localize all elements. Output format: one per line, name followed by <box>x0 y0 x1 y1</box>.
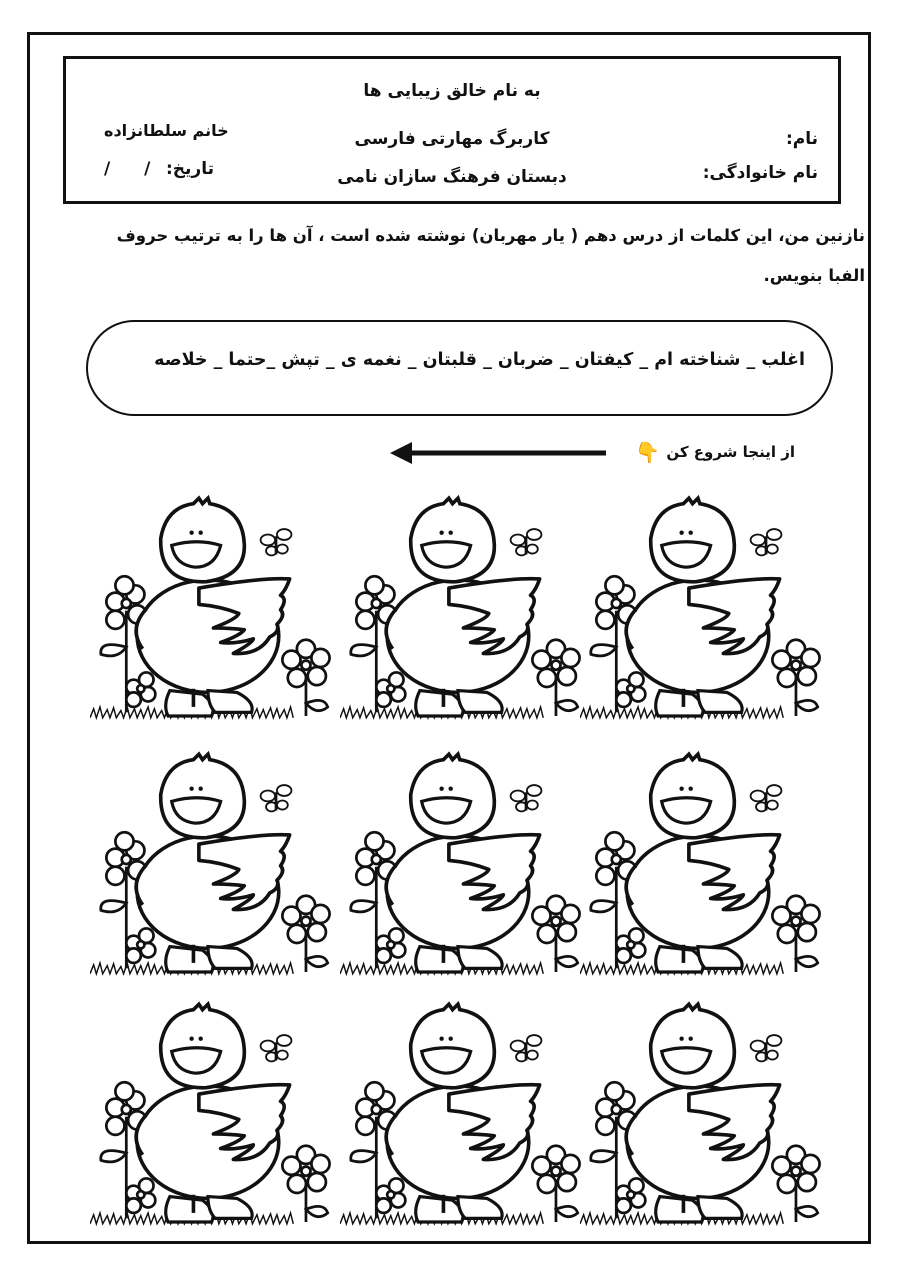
school-name: دبستان فرهنگ سازان نامی <box>337 167 567 187</box>
pointing-down-hand-icon: 👇 <box>635 440 661 464</box>
chick-illustration <box>90 994 335 1244</box>
instructions-text: نازنین من، این کلمات از درس دهم ( یار مهربان) نوشته شده است ، آن ها را به ترتیب حروف الفبا بنویس. <box>116 226 865 285</box>
chick-illustration <box>340 488 585 738</box>
chick-illustration <box>580 994 825 1244</box>
header-title: به نام خالق زیبایی ها <box>363 81 541 101</box>
start-hint <box>635 440 795 464</box>
left-arrow-icon <box>390 442 608 464</box>
start-hint-text: از اینجا شروع کن <box>666 443 795 461</box>
chick-illustration-grid <box>90 488 800 1248</box>
worksheet-header <box>63 56 841 204</box>
date-field-value[interactable]: / / <box>104 159 165 179</box>
date-field-label[interactable]: تاریخ: <box>166 159 214 179</box>
chick-illustration <box>340 994 585 1244</box>
chick-illustration <box>340 744 585 994</box>
teacher-name: خانم سلطانزاده <box>104 121 229 140</box>
worksheet-subtitle: کاربرگ مهارتی فارسی <box>354 129 550 149</box>
word-list-box <box>86 320 833 416</box>
chick-illustration <box>90 488 335 738</box>
word-list: اغلب _ شناخته ام _ کیفتان _ ضربان _ قلبتان _ نغمه ی _ تپش _حتما _ خلاصه <box>154 350 805 370</box>
family-name-field-label[interactable]: نام خانوادگی: <box>702 163 818 183</box>
chick-illustration <box>580 488 825 738</box>
name-field-label[interactable]: نام: <box>785 129 818 149</box>
chick-illustration <box>90 744 335 994</box>
chick-illustration <box>580 744 825 994</box>
